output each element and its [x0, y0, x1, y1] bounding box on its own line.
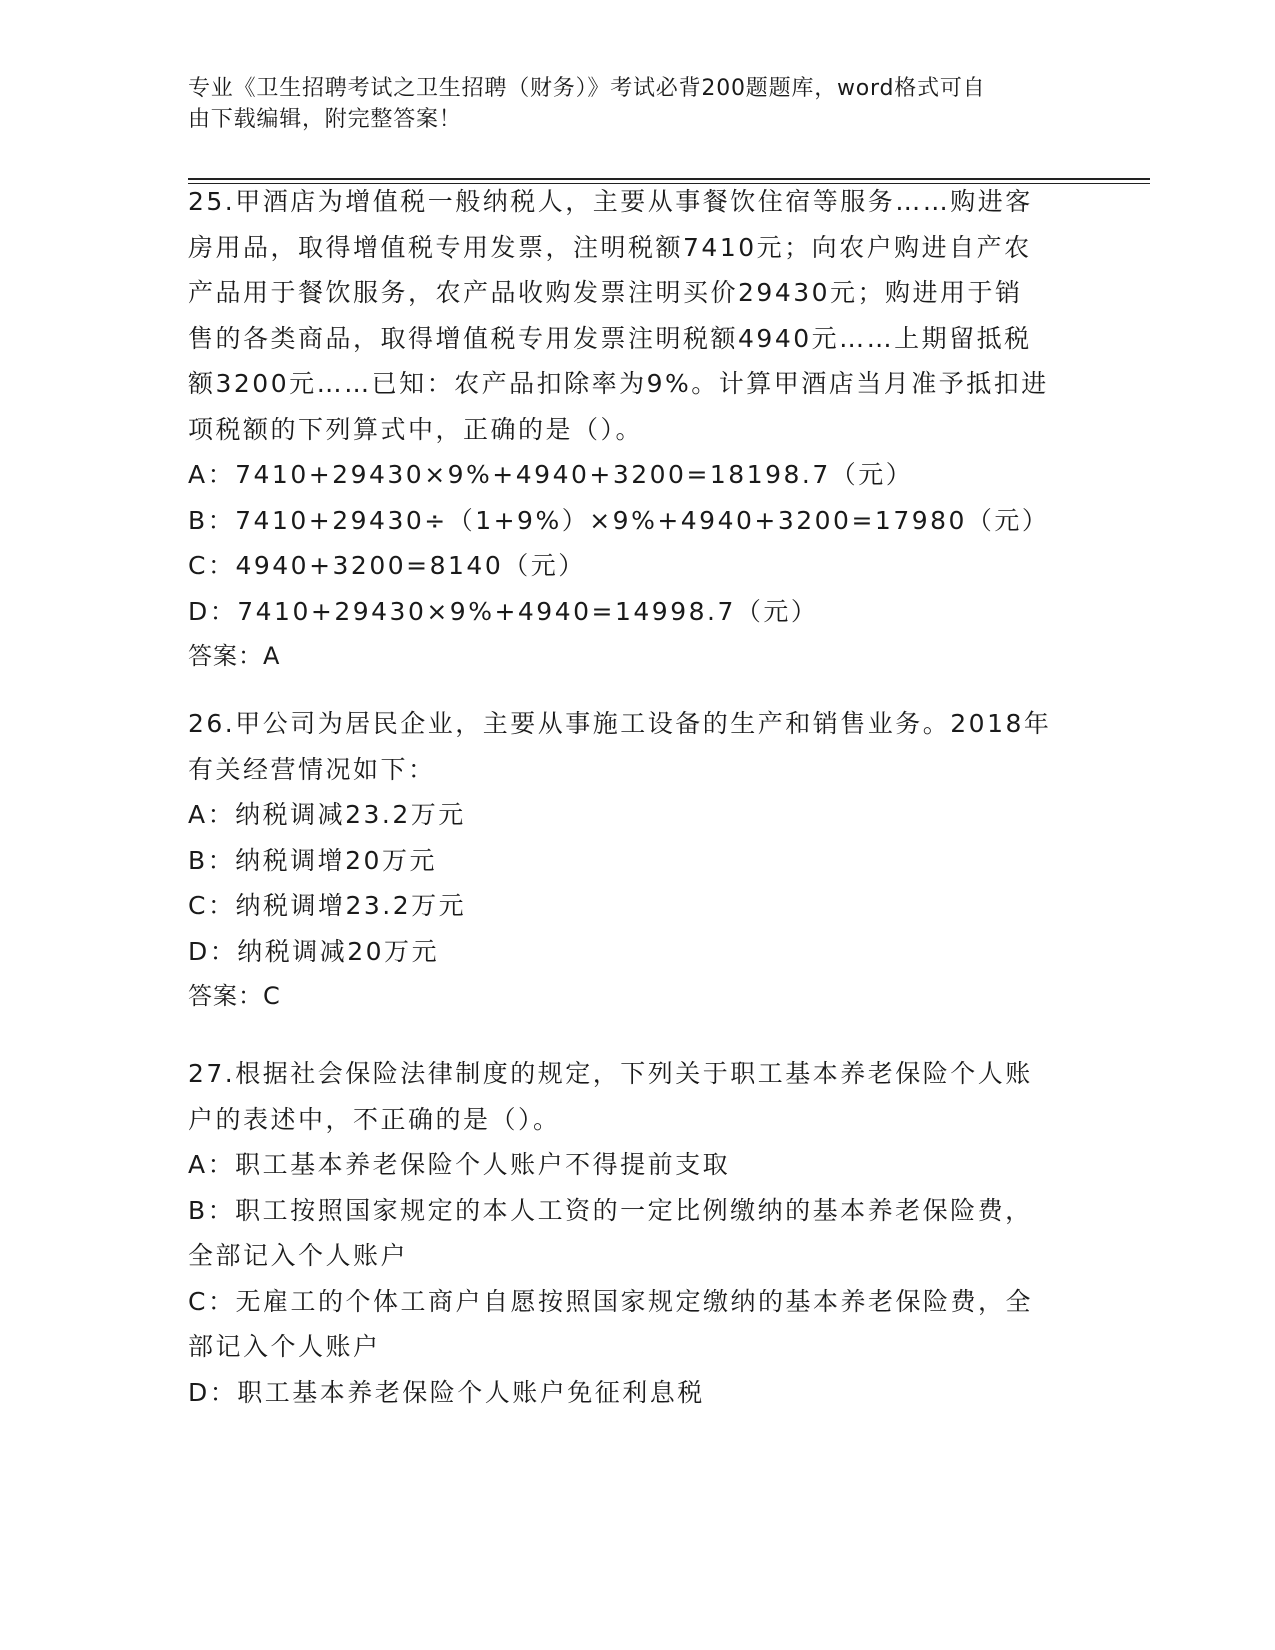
header-line: 专业《卫生招聘考试之卫生招聘（财务）》考试必背200题题库，word格式可自 [188, 76, 986, 101]
option-c: C：无雇工的个体工商户自愿按照国家规定缴纳的基本养老保险费，全 [188, 1286, 1033, 1316]
question-stem-line: 额3200元……已知：农产品扣除率为9%。计算甲酒店当月准予抵扣进 [188, 369, 1049, 398]
question-27 [188, 1051, 1088, 1415]
answer-line: 答案：A [188, 642, 281, 670]
option-a: A：7410+29430×9%+4940+3200=18198.7（元） [188, 460, 914, 489]
question-stem-line: 售的各类商品，取得增值税专用发票注明税额4940元……上期留抵税 [188, 323, 1032, 353]
question-26 [188, 701, 1088, 1020]
question-stem-line: 房用品，取得增值税专用发票，注明税额7410元；向农户购进自产农 [188, 232, 1032, 262]
question-stem-line: 27.根据社会保险法律制度的规定，下列关于职工基本养老保险个人账 [188, 1059, 1033, 1088]
question-stem-line: 户的表述中，不正确的是（）。 [188, 1104, 561, 1134]
header-line: 由下载编辑，附完整答案！ [188, 107, 462, 132]
document-header [188, 73, 1068, 135]
question-stem-line: 25.甲酒店为增值税一般纳税人，主要从事餐饮住宿等服务……购进客 [188, 187, 1033, 216]
option-d: D：职工基本养老保险个人账户免征利息税 [188, 1377, 705, 1407]
answer-line: 答案：C [188, 982, 281, 1010]
option-d: D：纳税调减20万元 [188, 936, 440, 966]
option-b: B：7410+29430÷（1+9%）×9%+4940+3200=17980（元） [188, 505, 1050, 535]
option-c: C：纳税调增23.2万元 [188, 891, 467, 920]
option-a: A：纳税调减23.2万元 [188, 800, 466, 829]
option-b: B：纳税调增20万元 [188, 845, 437, 875]
option-c-continued: 部记入个人账户 [188, 1332, 381, 1361]
option-a: A：职工基本养老保险个人账户不得提前支取 [188, 1150, 731, 1179]
question-stem-line: 有关经营情况如下： [188, 754, 436, 784]
question-stem-line: 26.甲公司为居民企业，主要从事施工设备的生产和销售业务。2018年 [188, 709, 1052, 738]
option-c: C：4940+3200=8140（元） [188, 551, 586, 580]
option-d: D：7410+29430×9%+4940=14998.7（元） [188, 596, 819, 626]
question-25 [188, 179, 1088, 680]
option-b: B：职工按照国家规定的本人工资的一定比例缴纳的基本养老保险费， [188, 1195, 1033, 1225]
question-stem-line: 项税额的下列算式中，正确的是（）。 [188, 414, 644, 444]
option-b-continued: 全部记入个人账户 [188, 1241, 409, 1270]
question-stem-line: 产品用于餐饮服务，农产品收购发票注明买价29430元；购进用于销 [188, 278, 1023, 307]
